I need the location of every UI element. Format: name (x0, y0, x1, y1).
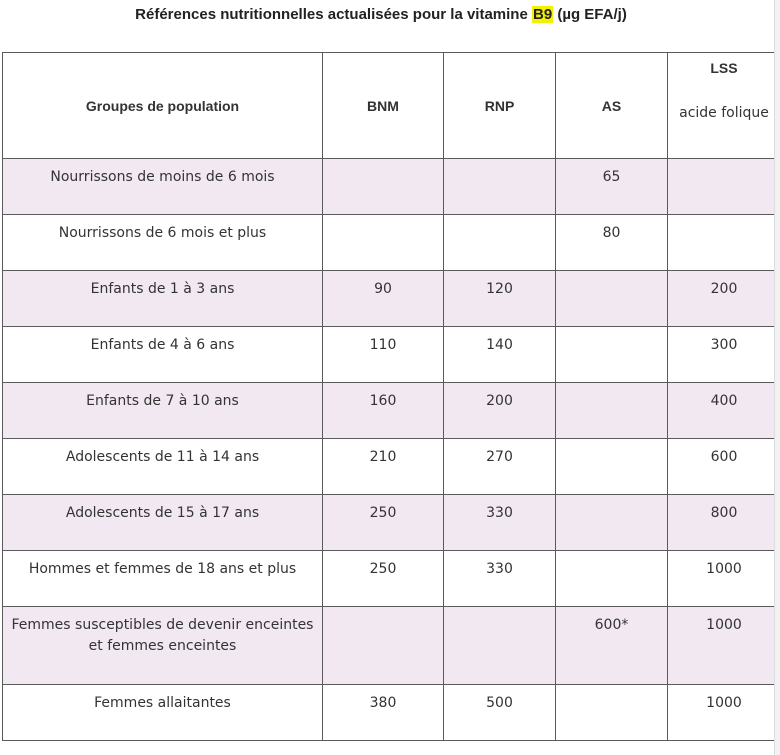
table-row (3, 439, 780, 495)
cell-rnp: 330 (444, 495, 556, 551)
cell-as: 65 (556, 159, 668, 215)
cell-bnm: 110 (323, 327, 444, 383)
cell-rnp (444, 159, 556, 215)
table-row (3, 271, 780, 327)
title-prefix: Références nutritionnelles actualisées pour la vitamine (135, 6, 532, 23)
cell-rnp (444, 215, 556, 271)
header-lss (668, 53, 780, 159)
header-bnm: BNM (323, 53, 444, 159)
cell-as (556, 495, 668, 551)
table-row (3, 215, 780, 271)
cell-as: 600* (556, 607, 668, 685)
cell-as (556, 439, 668, 495)
cell-bnm: 250 (323, 551, 444, 607)
cell-lss: 600 (668, 439, 780, 495)
nutrition-table (2, 52, 780, 741)
cell-lss (668, 159, 780, 215)
cell-bnm (323, 607, 444, 685)
header-lss-label: LSS (710, 60, 738, 76)
cell-lss: 200 (668, 271, 780, 327)
cell-group: Hommes et femmes de 18 ans et plus (3, 551, 323, 607)
cell-rnp: 120 (444, 271, 556, 327)
cell-as (556, 551, 668, 607)
table-row (3, 383, 780, 439)
cell-rnp: 140 (444, 327, 556, 383)
cell-as (556, 271, 668, 327)
cell-bnm: 210 (323, 439, 444, 495)
cell-lss: 1000 (668, 551, 780, 607)
title-highlight-b9: B9 (532, 6, 553, 23)
cell-group: Enfants de 1 à 3 ans (3, 271, 323, 327)
cell-lss: 300 (668, 327, 780, 383)
cell-rnp: 500 (444, 685, 556, 741)
cell-lss: 1000 (668, 685, 780, 741)
header-as: AS (556, 53, 668, 159)
table-row (3, 607, 780, 685)
cell-group: Nourrissons de 6 mois et plus (3, 215, 323, 271)
cell-as: 80 (556, 215, 668, 271)
cell-rnp: 200 (444, 383, 556, 439)
page-title (0, 6, 762, 23)
cell-group: Femmes allaitantes (3, 685, 323, 741)
cell-group: Nourrissons de moins de 6 mois (3, 159, 323, 215)
cell-rnp (444, 607, 556, 685)
cell-group: Enfants de 7 à 10 ans (3, 383, 323, 439)
cell-group: Enfants de 4 à 6 ans (3, 327, 323, 383)
cell-lss: 1000 (668, 607, 780, 685)
table-row (3, 159, 780, 215)
table-row (3, 551, 780, 607)
cell-lss: 400 (668, 383, 780, 439)
cell-bnm: 90 (323, 271, 444, 327)
cell-lss (668, 215, 780, 271)
table-row (3, 685, 780, 741)
cell-as (556, 327, 668, 383)
cell-group: Femmes susceptibles de devenir enceintes et femmes enceintes (3, 607, 323, 685)
table-row (3, 327, 780, 383)
cell-lss: 800 (668, 495, 780, 551)
cell-bnm: 380 (323, 685, 444, 741)
header-rnp: RNP (444, 53, 556, 159)
header-groupes: Groupes de population (3, 53, 323, 159)
cell-bnm: 250 (323, 495, 444, 551)
cell-as (556, 383, 668, 439)
cell-rnp: 330 (444, 551, 556, 607)
table-header-row (3, 53, 780, 159)
vertical-scrollbar[interactable] (774, 0, 780, 755)
header-lss-sublabel: acide folique (679, 105, 769, 121)
cell-bnm: 160 (323, 383, 444, 439)
table-row (3, 495, 780, 551)
cell-group: Adolescents de 11 à 14 ans (3, 439, 323, 495)
cell-as (556, 685, 668, 741)
cell-bnm (323, 215, 444, 271)
cell-bnm (323, 159, 444, 215)
cell-rnp: 270 (444, 439, 556, 495)
title-suffix: (µg EFA/j) (553, 6, 627, 23)
cell-group: Adolescents de 15 à 17 ans (3, 495, 323, 551)
